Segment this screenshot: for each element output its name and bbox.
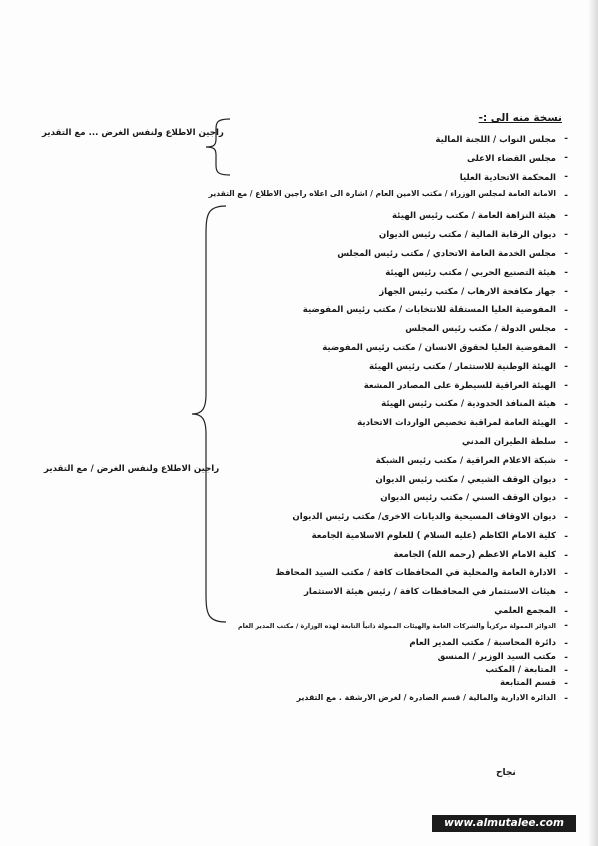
- list-bullet: -: [564, 362, 568, 372]
- list-item: شبكة الاعلام العراقية / مكتب رئيس الشبكة: [375, 456, 556, 466]
- list-item: الدوائر الممولة مركزياً والشركات العامة والهيئات الممولة ذاتياً التابعة لهذه الوزارة / مكتب المدير العام: [237, 622, 556, 630]
- list-item: سلطة الطيران المدني: [461, 437, 556, 447]
- list-bullet: -: [564, 400, 568, 410]
- signature: نجاح: [496, 768, 516, 778]
- list-bullet: -: [564, 588, 568, 598]
- list-bullet: -: [564, 134, 568, 144]
- list-bullet: -: [564, 287, 568, 297]
- list-item: الهيئة العامة لمراقبة تخصيص الواردات الاتحادية: [357, 418, 556, 428]
- list-item: ديوان الاوقاف المسيحية والديانات الاخرى/ مكتب رئيس الديوان: [292, 512, 556, 522]
- list-bullet: -: [564, 191, 568, 201]
- page-edge-shadow: [588, 0, 598, 846]
- list-item: الهيئة الوطنية للاستثمار / مكتب رئيس الهيئة: [368, 362, 556, 372]
- list-item: دائرة المحاسبة / مكتب المدير العام: [409, 638, 556, 648]
- list-item: الدائرة الادارية والمالية / قسم الصادرة / لغرض الارشفة . مع التقدير: [296, 693, 556, 702]
- list-item: هيئة التصنيع الحربي / مكتب رئيس الهيئة: [385, 268, 556, 278]
- list-item: مكتب السيد الوزير / المنسق: [437, 652, 556, 662]
- list-bullet: -: [564, 325, 568, 335]
- side-note-middle: راجين الاطلاع ولنفس الغرض / مع التقدير: [44, 464, 220, 474]
- list-item: مجلس النواب / اللجنة المالية: [435, 135, 556, 145]
- list-bullet: -: [564, 639, 568, 649]
- list-item: المفوضية العليا لحقوق الانسان / مكتب رئيس المفوضية: [322, 343, 556, 353]
- list-bullet: -: [564, 419, 568, 429]
- list-bullet: -: [564, 494, 568, 504]
- list-item: ديوان الرقابة المالية / مكتب رئيس الديوان: [378, 230, 556, 240]
- list-item: مجلس القضاء الاعلى: [466, 154, 556, 164]
- list-item: المفوضية العليا المستقلة للانتخابات / مكتب رئيس المفوضية: [302, 305, 556, 315]
- list-item: الهيئة العراقية للسيطرة على المصادر المشعة: [363, 381, 556, 391]
- list-item: كلية الامام الاعظم (رحمه الله) الجامعة: [393, 550, 556, 560]
- list-bullet: -: [564, 306, 568, 316]
- list-item: المجمع العلمي: [494, 606, 556, 616]
- list-bullet: -: [564, 230, 568, 240]
- copy-to-heading: نسخة منه الى :-: [478, 112, 562, 124]
- list-item: مجلس الدولة / مكتب رئيس المجلس: [405, 324, 556, 334]
- list-bullet: -: [564, 172, 568, 182]
- list-item: هيئة المنافذ الحدودية / مكتب رئيس الهيئة: [381, 399, 556, 409]
- list-bullet: -: [564, 268, 568, 278]
- list-item: المتابعة / المكتب: [485, 665, 556, 675]
- brace-top: [202, 117, 232, 177]
- list-item: جهاز مكافحة الارهاب / مكتب رئيس الجهاز: [379, 287, 556, 297]
- list-bullet: -: [564, 343, 568, 353]
- list-bullet: -: [564, 666, 568, 676]
- watermark-url: www.almutalee.com: [444, 817, 564, 829]
- list-bullet: -: [564, 513, 568, 523]
- list-item: الامانة العامة لمجلس الوزراء / مكتب الامين العام / اشارة الى اعلاه راجين الاطلاع / مع التقدير: [208, 189, 556, 198]
- list-bullet: -: [564, 249, 568, 259]
- side-note-top: راجين الاطلاع ولنفس الغرض ... مع التقدير: [42, 128, 224, 138]
- list-bullet: -: [564, 653, 568, 663]
- list-bullet: -: [564, 679, 568, 689]
- list-bullet: -: [564, 438, 568, 448]
- list-item: هيئة النزاهة العامة / مكتب رئيس الهيئة: [391, 211, 556, 221]
- list-item: ديوان الوقف السني / مكتب رئيس الديوان: [380, 493, 556, 503]
- list-item: الادارة العامة والمحلية في المحافظات كافة / مكتب السيد المحافظ: [275, 568, 556, 578]
- brace-middle: [188, 204, 228, 624]
- list-bullet: -: [564, 153, 568, 163]
- list-bullet: -: [564, 211, 568, 221]
- list-item: مجلس الخدمة العامة الاتحادي / مكتب رئيس المجلس: [337, 249, 556, 259]
- list-bullet: -: [564, 456, 568, 466]
- list-item: المحكمة الاتحادية العليا: [459, 173, 556, 183]
- list-item: قسم المتابعة: [499, 678, 556, 688]
- list-bullet: -: [564, 694, 568, 704]
- list-bullet: -: [564, 607, 568, 617]
- list-bullet: -: [564, 475, 568, 485]
- list-bullet: -: [564, 381, 568, 391]
- list-item: هيئات الاستثمار في المحافظات كافة / رئيس هيئة الاستثمار: [303, 587, 556, 597]
- list-bullet: -: [564, 569, 568, 579]
- list-bullet: -: [564, 621, 568, 631]
- list-bullet: -: [564, 551, 568, 561]
- list-item: كلية الامام الكاظم (عليه السلام ) للعلوم الاسلامية الجامعة: [311, 531, 556, 541]
- list-bullet: -: [564, 532, 568, 542]
- list-item: ديوان الوقف الشيعي / مكتب رئيس الديوان: [375, 475, 556, 485]
